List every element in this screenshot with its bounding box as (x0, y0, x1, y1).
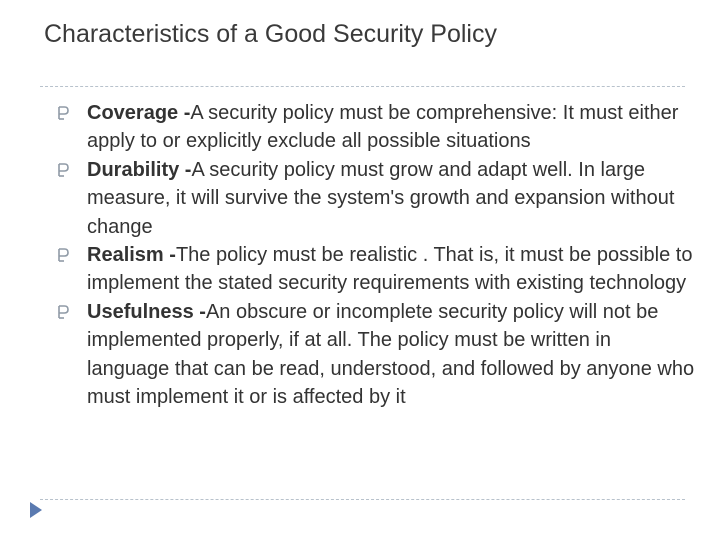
bullet-term: Realism - (87, 244, 176, 267)
bullet-icon (58, 106, 69, 120)
triangle-arrow-icon (30, 502, 42, 518)
bullet-durability (58, 156, 698, 241)
bullet-coverage (58, 99, 698, 156)
title-divider (40, 86, 685, 87)
bullet-term: Coverage - (87, 102, 191, 124)
bullet-icon (58, 163, 69, 177)
bullet-text: The policy must be realistic . That is, it must be possible to implement the stated security requirements with existing technology (87, 244, 693, 295)
bullet-term: Usefulness - (87, 300, 206, 323)
bullet-text: A security policy must be comprehensive: It must either apply to or explicitly exclude all possible situations (87, 102, 679, 153)
bullet-term: Durability - (87, 158, 192, 181)
bullet-icon (58, 248, 69, 262)
bullet-usefulness (58, 298, 698, 412)
footer-divider (40, 499, 685, 500)
bullet-list (58, 99, 698, 411)
bullet-icon (58, 305, 69, 319)
slide-title: Characteristics of a Good Security Policy (44, 20, 497, 48)
bullet-realism (58, 241, 698, 298)
bullet-text: An obscure or incomplete security policy will not be implemented properly, if at all. The policy must be written in language that can be read, understood, and followed by anyone who must implement it or is affected by it (87, 300, 695, 409)
bullet-text: A security policy must grow and adapt well. In large measure, it will survive the system's growth and expansion without change (87, 158, 675, 238)
